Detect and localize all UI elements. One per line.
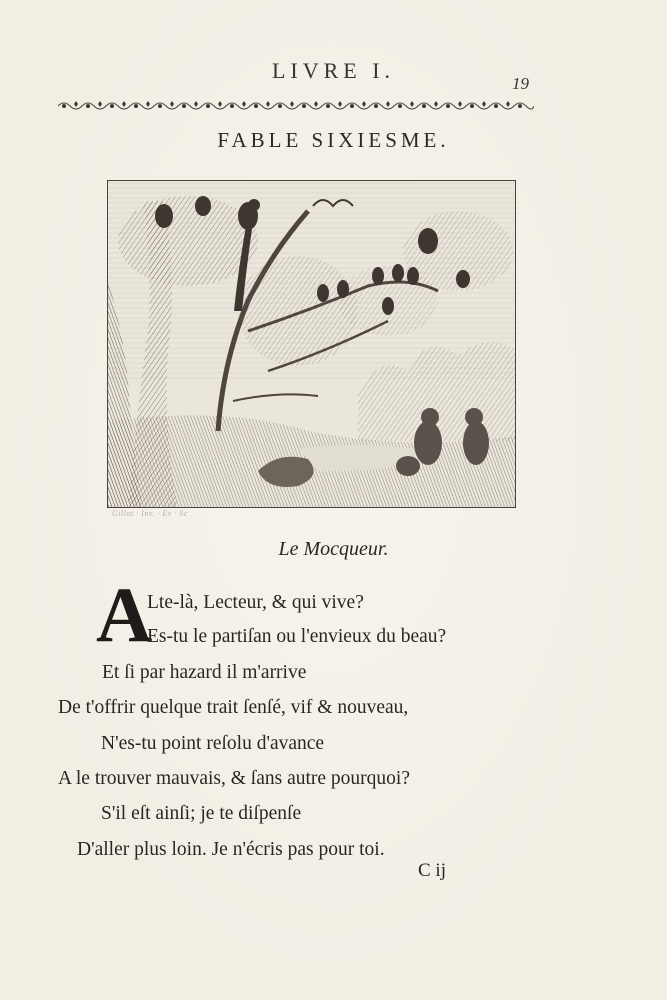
signature-mark: C ij bbox=[418, 860, 446, 881]
verse-line: A le trouver mauvais, & ſans autre pourquoi? bbox=[58, 768, 410, 789]
drop-cap: A bbox=[96, 571, 153, 658]
running-head: LIVRE I. bbox=[271, 58, 396, 83]
verse-line: Lte-là, Lecteur, & qui vive? bbox=[147, 592, 364, 613]
engraving-illustration bbox=[107, 180, 516, 508]
engraving-caption: Le Mocqueur. bbox=[278, 538, 389, 560]
page-number: 19 bbox=[512, 74, 529, 93]
verse-line: Et ſi par hazard il m'arrive bbox=[102, 662, 307, 683]
ornament-icon bbox=[58, 97, 534, 115]
verse-line: Es-tu le partiſan ou l'envieux du beau? bbox=[147, 626, 447, 647]
fable-title: FABLE SIXIESME. bbox=[217, 128, 450, 152]
verse-line: N'es-tu point reſolu d'avance bbox=[101, 733, 325, 754]
verse-line: S'il eſt ainſi; je te diſpenſe bbox=[101, 803, 302, 824]
verse-line: D'aller plus loin. Je n'écris pas pour toi. bbox=[77, 839, 385, 860]
engraver-signature: Gillot · Inv. · Ex · Sc bbox=[112, 509, 188, 518]
verse-line: De t'offrir quelque trait ſenſé, vif & nouveau, bbox=[58, 697, 409, 718]
